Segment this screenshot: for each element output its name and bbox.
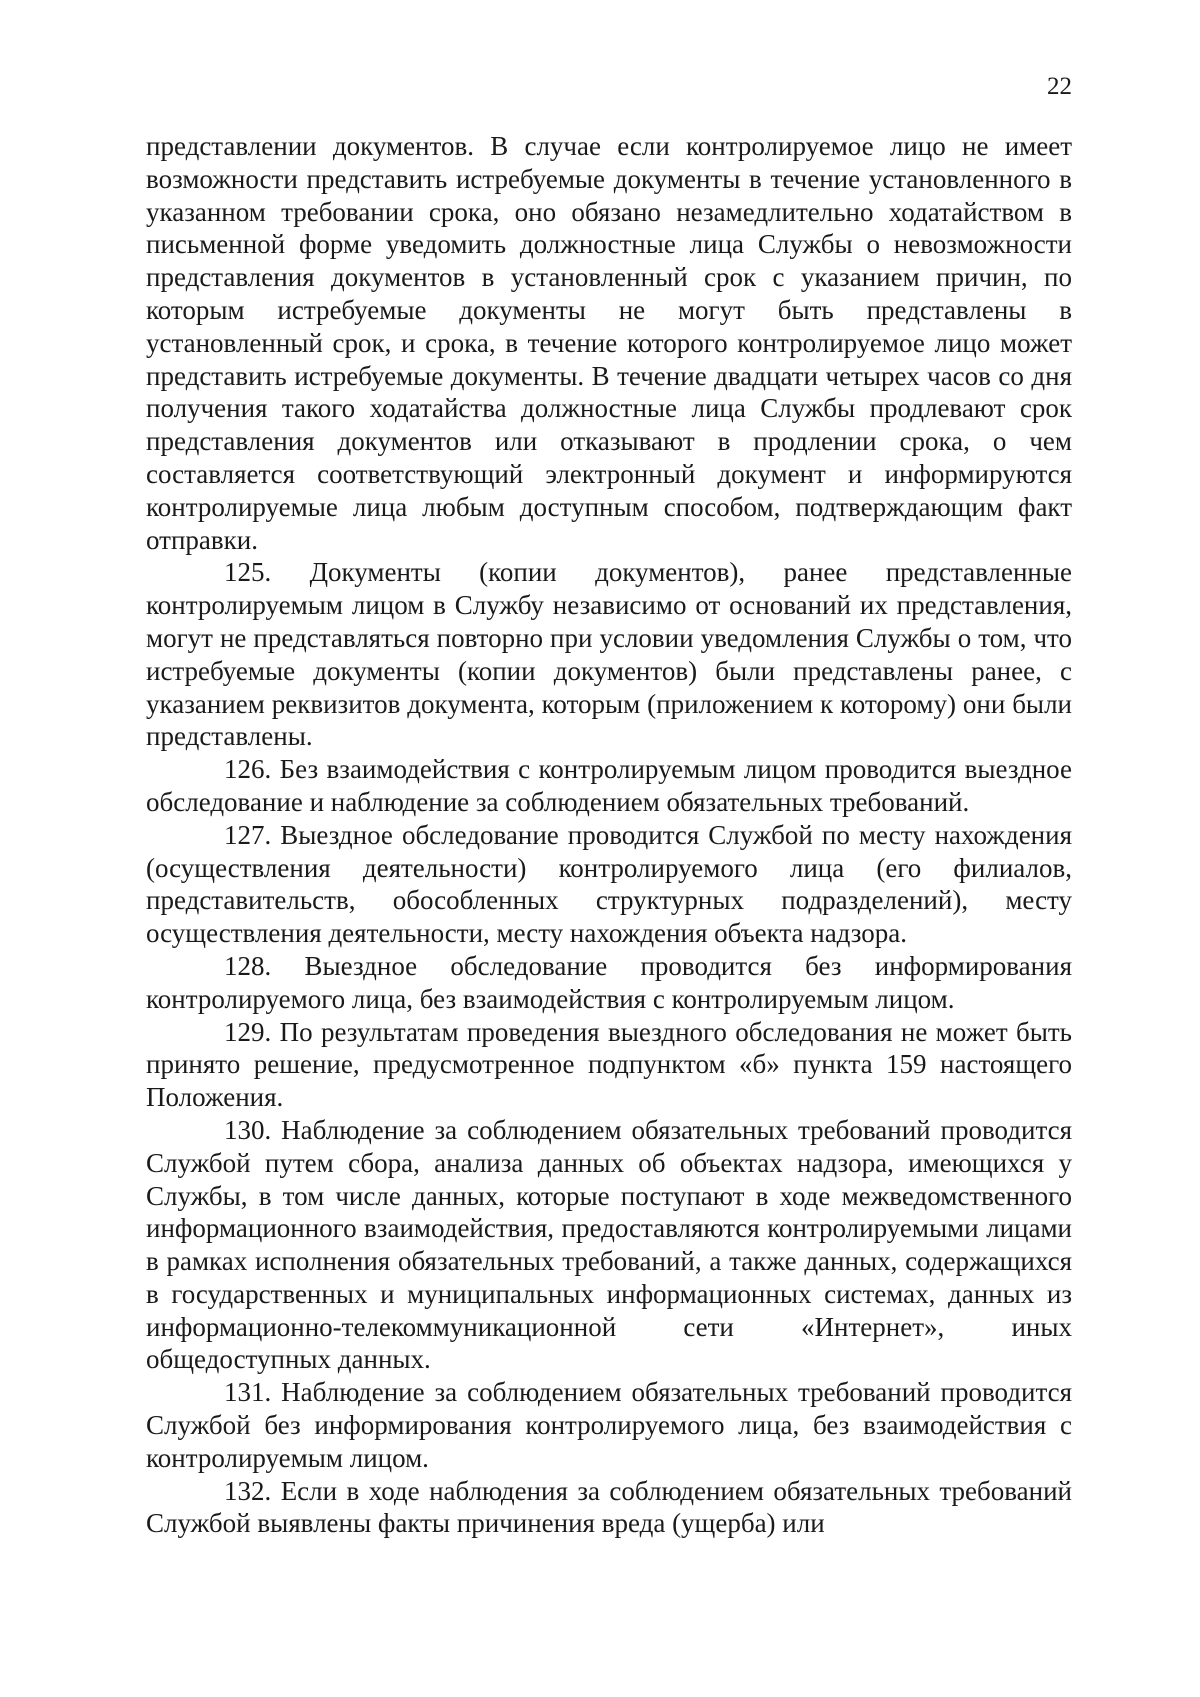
paragraph-128: 128. Выездное обследование проводится без информирования контролируемого лица, без взаимодействия с контролируемым лицом. — [146, 950, 1072, 1014]
paragraph-132: 132. Если в ходе наблюдения за соблюдением обязательных требований Службой выявлены факты причинения вреда (ущерба) или — [146, 1475, 1072, 1539]
paragraph-127: 127. Выездное обследование проводится Службой по месту нахождения (осуществления деятельности) контролируемого лица (его филиалов, представительств, обособленных структурных подразделений), месту осуществления деятельности, месту нахождения объекта надзора. — [146, 819, 1072, 949]
paragraph-126: 126. Без взаимодействия с контролируемым лицом проводится выездное обследование и наблюдение за соблюдением обязательных требований. — [146, 754, 1072, 817]
paragraph-125: 125. Документы (копии документов), ранее представленные контролируемым лицом в Службу независимо от оснований их представления, могут не представляться повторно при условии уведомления Службы о том, что истребуемые документы (копии документов) были представлены ранее, с указанием реквизитов документа, которым (приложением к которому) они были представлены. — [146, 557, 1072, 752]
document-body — [146, 130, 1072, 1540]
page-number: 22 — [1047, 73, 1072, 100]
paragraph-130: 130. Наблюдение за соблюдением обязательных требований проводится Службой путем сбора, анализа данных об объектах надзора, имеющихся у Службы, в том числе данных, которые поступают в ходе межведомственного информационного взаимодействия, предоставляются контролируемыми лицами в рамках исполнения обязательных требований, а также данных, содержащихся в государственных и муниципальных информационных системах, данных из информационно-телекоммуникационной сети «Интернет», иных общедоступных данных. — [146, 1114, 1072, 1375]
paragraph-continuation: представлении документов. В случае если контролируемое лицо не имеет возможности представить истребуемые документы в течение установленного в указанном требовании срока, оно обязано незамедлительно ходатайством в письменной форме уведомить должностные лица Службы о невозможности представления документов в установленный срок с указанием причин, по которым истребуемые документы не могут быть представлены в установленный срок, и срока, в течение которого контролируемое лицо может представить истребуемые документы. В течение двадцати четырех часов со дня получения такого ходатайства должностные лица Службы продлевают срок представления документов или отказывают в продлении срока, о чем составляется соответствующий электронный документ и информируются контролируемые лица любым доступным способом, подтверждающим факт отправки. — [146, 131, 1072, 555]
paragraph-131: 131. Наблюдение за соблюдением обязательных требований проводится Службой без информирования контролируемого лица, без взаимодействия с контролируемым лицом. — [146, 1377, 1072, 1473]
paragraph-129: 129. По результатам проведения выездного обследования не может быть принято решение, предусмотренное подпунктом «б» пункта 159 настоящего Положения. — [146, 1016, 1072, 1113]
